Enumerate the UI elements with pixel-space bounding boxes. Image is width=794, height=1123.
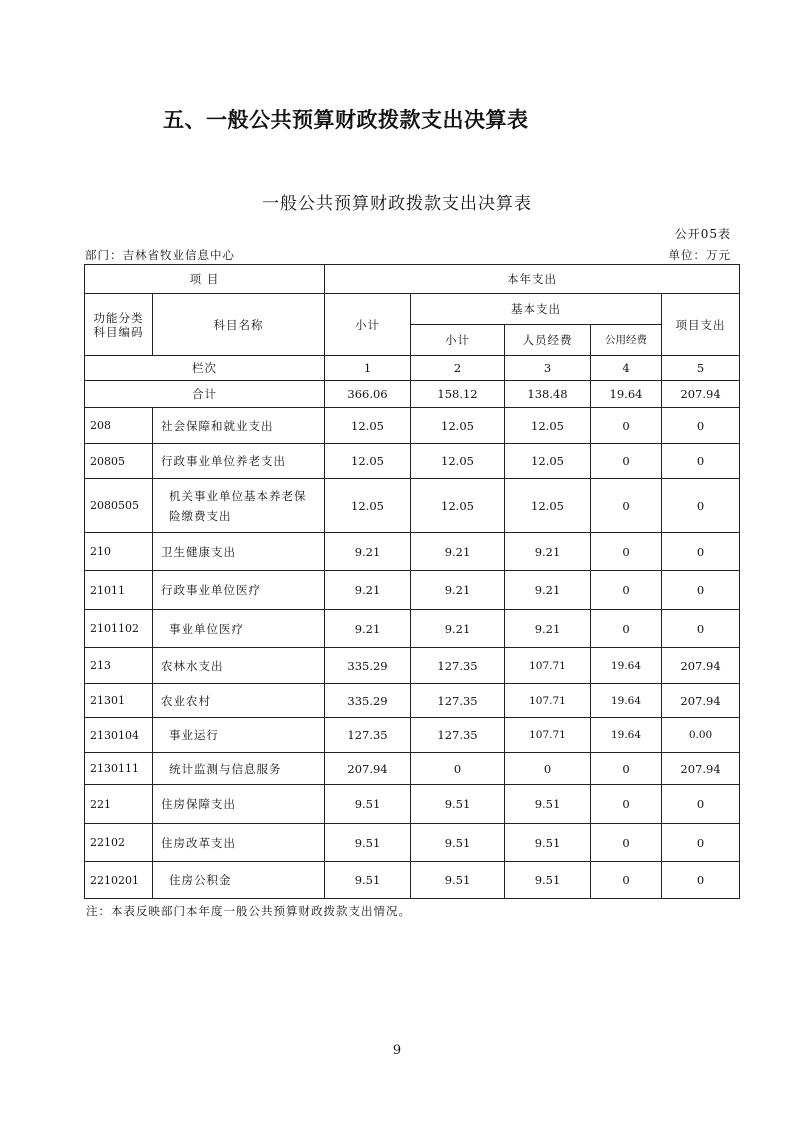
row-basic-subtotal: 9.21 bbox=[411, 533, 505, 571]
row-subtotal: 9.51 bbox=[325, 785, 411, 824]
row-personnel: 12.05 bbox=[505, 408, 591, 444]
row-name: 事业运行 bbox=[153, 718, 325, 753]
row-personnel: 9.21 bbox=[505, 610, 591, 648]
table-row bbox=[85, 571, 740, 610]
total-basic-subtotal: 158.12 bbox=[411, 381, 505, 408]
row-subtotal: 12.05 bbox=[325, 408, 411, 444]
row-public: 0 bbox=[591, 753, 662, 785]
row-subtotal: 127.35 bbox=[325, 718, 411, 753]
row-code: 221 bbox=[85, 785, 153, 824]
department-label: 部门：吉林省牧业信息中心 bbox=[85, 248, 235, 262]
header-func-code: 功能分类科目编码 bbox=[85, 294, 153, 356]
table-row bbox=[85, 718, 740, 753]
row-basic-subtotal: 12.05 bbox=[411, 444, 505, 479]
table-header bbox=[85, 265, 740, 408]
row-name: 卫生健康支出 bbox=[153, 533, 325, 571]
row-subtotal: 9.21 bbox=[325, 610, 411, 648]
row-name: 社会保障和就业支出 bbox=[153, 408, 325, 444]
row-name: 统计监测与信息服务 bbox=[153, 753, 325, 785]
unit-label: 单位：万元 bbox=[668, 248, 731, 262]
row-personnel: 9.21 bbox=[505, 571, 591, 610]
row-personnel: 12.05 bbox=[505, 479, 591, 533]
row-subtotal: 207.94 bbox=[325, 753, 411, 785]
header-col-3: 3 bbox=[505, 356, 591, 381]
row-code: 2130104 bbox=[85, 718, 153, 753]
row-code: 21011 bbox=[85, 571, 153, 610]
header-subject-name: 科目名称 bbox=[153, 294, 325, 356]
row-basic-subtotal: 127.35 bbox=[411, 648, 505, 684]
row-subtotal: 12.05 bbox=[325, 479, 411, 533]
row-project: 0 bbox=[662, 824, 740, 862]
row-public: 0 bbox=[591, 862, 662, 899]
row-name: 机关事业单位基本养老保险缴费支出 bbox=[153, 479, 325, 533]
row-project: 0 bbox=[662, 444, 740, 479]
table-row bbox=[85, 610, 740, 648]
row-personnel: 9.21 bbox=[505, 533, 591, 571]
row-code: 22102 bbox=[85, 824, 153, 862]
row-personnel: 107.71 bbox=[505, 684, 591, 718]
row-personnel: 107.71 bbox=[505, 718, 591, 753]
row-name: 农林水支出 bbox=[153, 648, 325, 684]
row-basic-subtotal: 127.35 bbox=[411, 718, 505, 753]
table-title: 一般公共预算财政拨款支出决算表 bbox=[262, 194, 532, 214]
row-code: 2101102 bbox=[85, 610, 153, 648]
row-basic-subtotal: 0 bbox=[411, 753, 505, 785]
header-col-5: 5 bbox=[662, 356, 740, 381]
header-col-2: 2 bbox=[411, 356, 505, 381]
row-project: 0 bbox=[662, 610, 740, 648]
total-personnel: 138.48 bbox=[505, 381, 591, 408]
row-basic-subtotal: 9.51 bbox=[411, 785, 505, 824]
row-basic-subtotal: 9.21 bbox=[411, 610, 505, 648]
row-project: 0 bbox=[662, 533, 740, 571]
row-personnel: 107.71 bbox=[505, 648, 591, 684]
header-item: 项 目 bbox=[85, 265, 325, 294]
row-project: 0 bbox=[662, 862, 740, 899]
row-name: 行政事业单位养老支出 bbox=[153, 444, 325, 479]
row-project: 207.94 bbox=[662, 684, 740, 718]
expenditure-table bbox=[84, 264, 740, 899]
row-subtotal: 9.51 bbox=[325, 862, 411, 899]
row-code: 2080505 bbox=[85, 479, 153, 533]
row-basic-subtotal: 12.05 bbox=[411, 408, 505, 444]
header-project: 项目支出 bbox=[662, 294, 740, 356]
row-project: 0 bbox=[662, 571, 740, 610]
total-row bbox=[85, 381, 740, 408]
row-public: 19.64 bbox=[591, 648, 662, 684]
table-row bbox=[85, 862, 740, 899]
header-public: 公用经费 bbox=[591, 325, 662, 356]
row-subtotal: 9.21 bbox=[325, 571, 411, 610]
row-basic-subtotal: 9.51 bbox=[411, 824, 505, 862]
row-basic-subtotal: 9.51 bbox=[411, 862, 505, 899]
table-row bbox=[85, 753, 740, 785]
row-subtotal: 9.21 bbox=[325, 533, 411, 571]
header-personnel: 人员经费 bbox=[505, 325, 591, 356]
table-row bbox=[85, 408, 740, 444]
row-code: 208 bbox=[85, 408, 153, 444]
row-public: 0 bbox=[591, 571, 662, 610]
row-basic-subtotal: 9.21 bbox=[411, 571, 505, 610]
row-public: 0 bbox=[591, 408, 662, 444]
header-col-4: 4 bbox=[591, 356, 662, 381]
row-name: 事业单位医疗 bbox=[153, 610, 325, 648]
row-name: 住房公积金 bbox=[153, 862, 325, 899]
section-title: 五、一般公共预算财政拨款支出决算表 bbox=[163, 108, 529, 132]
table-body bbox=[85, 408, 740, 899]
header-column-label: 栏次 bbox=[85, 356, 325, 381]
header-basic-subtotal: 小计 bbox=[411, 325, 505, 356]
row-personnel: 9.51 bbox=[505, 824, 591, 862]
row-basic-subtotal: 127.35 bbox=[411, 684, 505, 718]
row-personnel: 9.51 bbox=[505, 862, 591, 899]
form-number: 公开05表 bbox=[674, 227, 731, 241]
row-code: 20805 bbox=[85, 444, 153, 479]
row-personnel: 12.05 bbox=[505, 444, 591, 479]
row-name: 住房保障支出 bbox=[153, 785, 325, 824]
row-code: 210 bbox=[85, 533, 153, 571]
table-note: 注：本表反映部门本年度一般公共预算财政拨款支出情况。 bbox=[86, 904, 411, 918]
row-project: 0.00 bbox=[662, 718, 740, 753]
row-public: 0 bbox=[591, 824, 662, 862]
row-name: 住房改革支出 bbox=[153, 824, 325, 862]
total-project: 207.94 bbox=[662, 381, 740, 408]
row-public: 0 bbox=[591, 479, 662, 533]
row-subtotal: 12.05 bbox=[325, 444, 411, 479]
row-code: 213 bbox=[85, 648, 153, 684]
row-code: 21301 bbox=[85, 684, 153, 718]
table-row bbox=[85, 785, 740, 824]
row-project: 0 bbox=[662, 785, 740, 824]
row-project: 0 bbox=[662, 479, 740, 533]
row-project: 0 bbox=[662, 408, 740, 444]
row-public: 0 bbox=[591, 610, 662, 648]
row-public: 19.64 bbox=[591, 684, 662, 718]
page-number: 9 bbox=[392, 1043, 402, 1058]
table-row bbox=[85, 479, 740, 533]
table-row bbox=[85, 824, 740, 862]
row-subtotal: 9.51 bbox=[325, 824, 411, 862]
row-public: 0 bbox=[591, 785, 662, 824]
table-row bbox=[85, 533, 740, 571]
header-col-1: 1 bbox=[325, 356, 411, 381]
total-subtotal: 366.06 bbox=[325, 381, 411, 408]
table-row bbox=[85, 444, 740, 479]
row-name: 农业农村 bbox=[153, 684, 325, 718]
row-public: 19.64 bbox=[591, 718, 662, 753]
total-public: 19.64 bbox=[591, 381, 662, 408]
table-row bbox=[85, 648, 740, 684]
row-subtotal: 335.29 bbox=[325, 648, 411, 684]
table-row bbox=[85, 684, 740, 718]
row-code: 2210201 bbox=[85, 862, 153, 899]
row-personnel: 0 bbox=[505, 753, 591, 785]
header-current-year: 本年支出 bbox=[325, 265, 740, 294]
row-public: 0 bbox=[591, 533, 662, 571]
row-public: 0 bbox=[591, 444, 662, 479]
row-project: 207.94 bbox=[662, 753, 740, 785]
row-project: 207.94 bbox=[662, 648, 740, 684]
header-subtotal: 小计 bbox=[325, 294, 411, 356]
row-code: 2130111 bbox=[85, 753, 153, 785]
row-subtotal: 335.29 bbox=[325, 684, 411, 718]
row-personnel: 9.51 bbox=[505, 785, 591, 824]
row-basic-subtotal: 12.05 bbox=[411, 479, 505, 533]
row-name: 行政事业单位医疗 bbox=[153, 571, 325, 610]
header-basic: 基本支出 bbox=[411, 294, 662, 325]
total-label: 合计 bbox=[85, 381, 325, 408]
